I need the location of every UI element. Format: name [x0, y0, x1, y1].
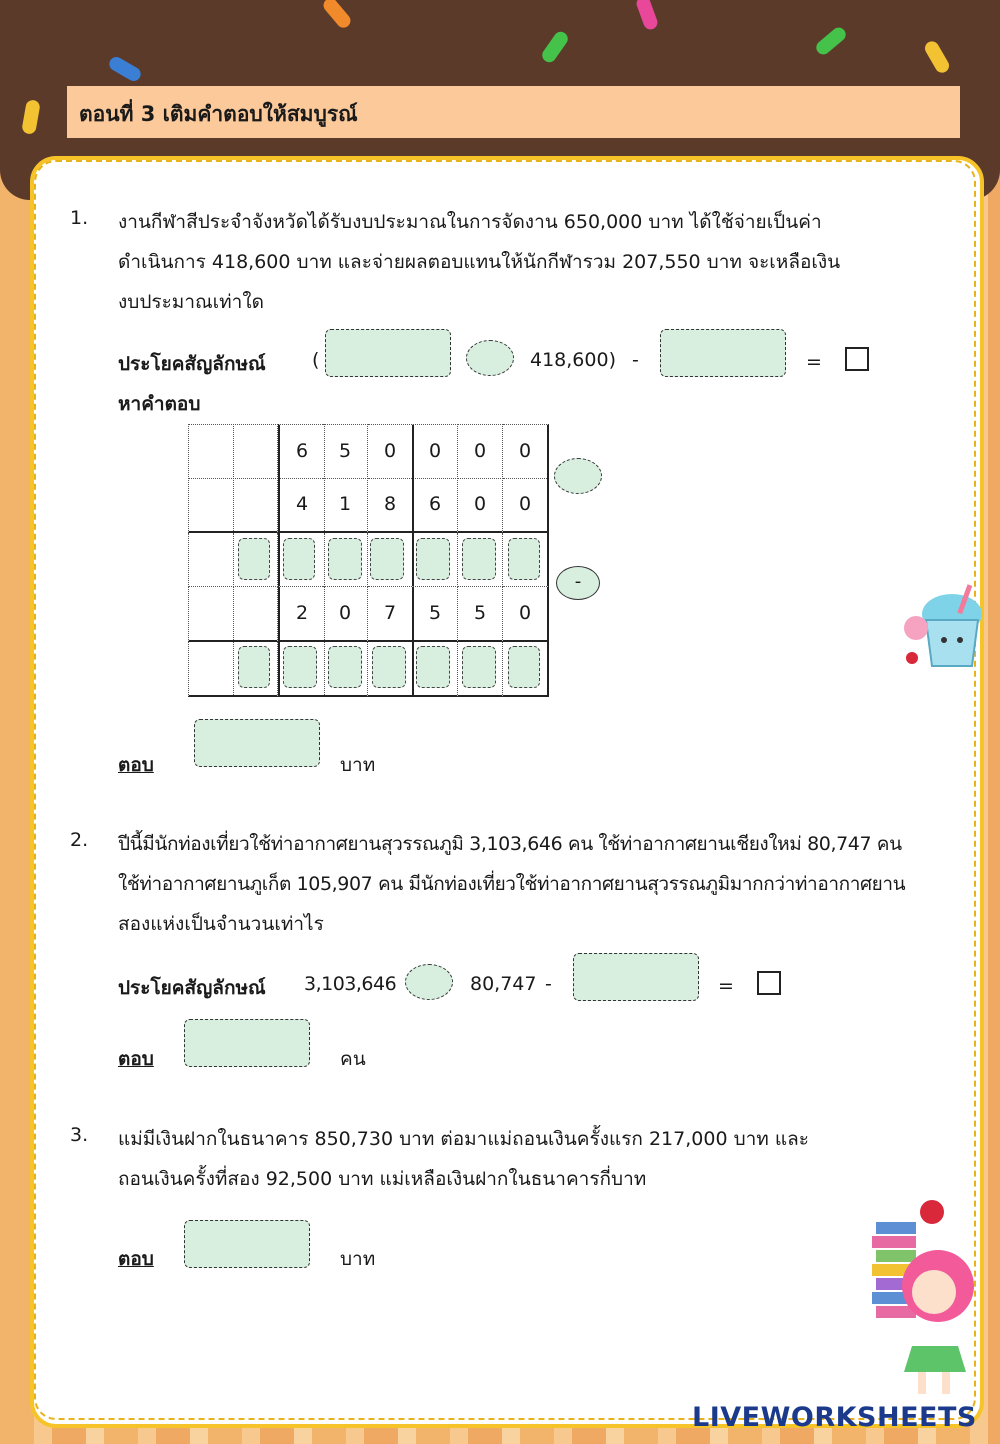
- grid-cell: [188, 533, 234, 587]
- girl-with-books-illustration: [862, 1196, 980, 1396]
- q1-text-line-3: งบประมาณเท่าใด: [118, 291, 264, 313]
- q1-text-line-1: งานกีฬาสีประจำจังหวัดได้รับงบประมาณในการจัดงาน 650,000 บาท ได้ใช้จ่ายเป็นค่า: [118, 211, 822, 233]
- q1-grid-input[interactable]: [416, 646, 450, 688]
- chocolate-header-background: [0, 0, 1000, 170]
- q1-mid-value: 418,600): [530, 349, 616, 371]
- grid-cell: [188, 478, 234, 533]
- grid-cell: [188, 642, 234, 697]
- q2-text-line-1: ปีนี้มีนักท่องเที่ยวใช้ท่าอากาศยานสุวรรณภูมิ 3,103,646 คน ใช้ท่าอากาศยานเชียงใหม่ 80,747 คน: [118, 833, 902, 855]
- grid-cell: 0: [458, 424, 503, 479]
- grid-cell: 2: [278, 587, 325, 642]
- q1-answer-input[interactable]: [194, 719, 320, 767]
- section-title: ตอนที่ 3 เติมคำตอบให้สมบูรณ์: [79, 102, 358, 126]
- grid-cell: 7: [368, 587, 414, 642]
- q1-subtrahend-input[interactable]: [660, 329, 786, 377]
- q1-grid-input[interactable]: [328, 646, 362, 688]
- grid-cell: 5: [413, 587, 458, 642]
- grid-cell: 0: [413, 424, 458, 479]
- grid-cell: 4: [278, 478, 325, 533]
- grid-cell: 0: [323, 587, 368, 642]
- q2-value-1: 3,103,646: [304, 973, 397, 995]
- grid-cell: 6: [278, 424, 325, 479]
- grid-cell: [188, 424, 234, 479]
- section-title-bar: [67, 86, 960, 138]
- grid-cell: 0: [503, 424, 549, 479]
- q1-grid-input[interactable]: [328, 538, 362, 580]
- q3-text-line-1: แม่มีเงินฝากในธนาคาร 850,730 บาท ต่อมาแม่ถอนเงินครั้งแรก 217,000 บาท และ: [118, 1128, 809, 1150]
- grid-cell: 0: [458, 478, 503, 533]
- q3-number: 3.: [70, 1124, 89, 1146]
- grid-cell: [233, 587, 278, 642]
- grid-cell: [233, 424, 278, 479]
- q1-grid-input[interactable]: [238, 646, 270, 688]
- q1-grid-input[interactable]: [462, 646, 496, 688]
- q1-unit: บาท: [340, 754, 376, 776]
- q1-first-number-input[interactable]: [325, 329, 451, 377]
- q1-number: 1.: [70, 207, 89, 229]
- grid-cell: 1: [323, 478, 368, 533]
- q2-text-line-2: ใช้ท่าอากาศยานภูเก็ต 105,907 คน มีนักท่องเที่ยวใช้ท่าอากาศยานสุวรรณภูมิมากกว่าท่าอากาศยาน: [118, 873, 906, 895]
- q1-result-square: [845, 347, 869, 371]
- q2-equals-sign: =: [718, 975, 734, 997]
- q1-text-line-2: ดำเนินการ 418,600 บาท และจ่ายผลตอบแทนให้นักกีฬารวม 207,550 บาท จะเหลือเงิน: [118, 251, 841, 273]
- q2-operator-input[interactable]: [405, 964, 453, 1000]
- q1-grid-input[interactable]: [508, 646, 540, 688]
- grid-cell: [188, 587, 234, 642]
- q1-grid-input[interactable]: [372, 646, 406, 688]
- q2-unit: คน: [340, 1048, 366, 1070]
- q2-answer-input[interactable]: [184, 1019, 310, 1067]
- grid-cell: 6: [413, 478, 458, 533]
- q1-find-label: หาคำตอบ: [118, 393, 201, 415]
- q1-open-paren: (: [312, 349, 320, 371]
- q1-grid-input[interactable]: [370, 538, 404, 580]
- q2-result-square: [757, 971, 781, 995]
- milkshake-icon: [900, 580, 996, 672]
- grid-cell: 0: [368, 424, 414, 479]
- q2-number: 2.: [70, 829, 89, 851]
- q2-minus-sign: -: [545, 973, 552, 995]
- q1-grid-input[interactable]: [283, 538, 315, 580]
- q1-operator-input[interactable]: [466, 340, 514, 376]
- grid-cell: 0: [503, 587, 549, 642]
- q1-grid-input[interactable]: [462, 538, 496, 580]
- q1-sentence-label: ประโยคสัญลักษณ์: [118, 353, 266, 375]
- q2-sentence-label: ประโยคสัญลักษณ์: [118, 977, 266, 999]
- q1-grid-operator-input[interactable]: [554, 458, 602, 494]
- grid-cell: 5: [323, 424, 368, 479]
- q1-minus-sign: -: [632, 349, 639, 371]
- q1-grid-input[interactable]: [508, 538, 540, 580]
- q1-grid-input[interactable]: [416, 538, 450, 580]
- grid-cell: [233, 478, 278, 533]
- q3-answer-input[interactable]: [184, 1220, 310, 1268]
- q2-subtrahend-input[interactable]: [573, 953, 699, 1001]
- q3-unit: บาท: [340, 1248, 376, 1270]
- q1-equals-sign: =: [806, 351, 822, 373]
- q2-answer-label: ตอบ: [118, 1048, 154, 1070]
- q2-value-2: 80,747: [470, 973, 537, 995]
- grid-cell: 5: [458, 587, 503, 642]
- q1-answer-label: ตอบ: [118, 754, 154, 776]
- liveworksheets-logo: LIVEWORKSHEETS: [692, 1402, 977, 1433]
- grid-cell: 8: [368, 478, 414, 533]
- q1-grid-input[interactable]: [238, 538, 270, 580]
- q2-text-line-3: สองแห่งเป็นจำนวนเท่าไร: [118, 913, 324, 935]
- q3-text-line-2: ถอนเงินครั้งที่สอง 92,500 บาท แม่เหลือเงินฝากในธนาคารกี่บาท: [118, 1168, 647, 1190]
- q1-grid-input[interactable]: [283, 646, 317, 688]
- q1-grid-minus-oval: -: [556, 566, 600, 600]
- q3-answer-label: ตอบ: [118, 1248, 154, 1270]
- grid-cell: 0: [503, 478, 549, 533]
